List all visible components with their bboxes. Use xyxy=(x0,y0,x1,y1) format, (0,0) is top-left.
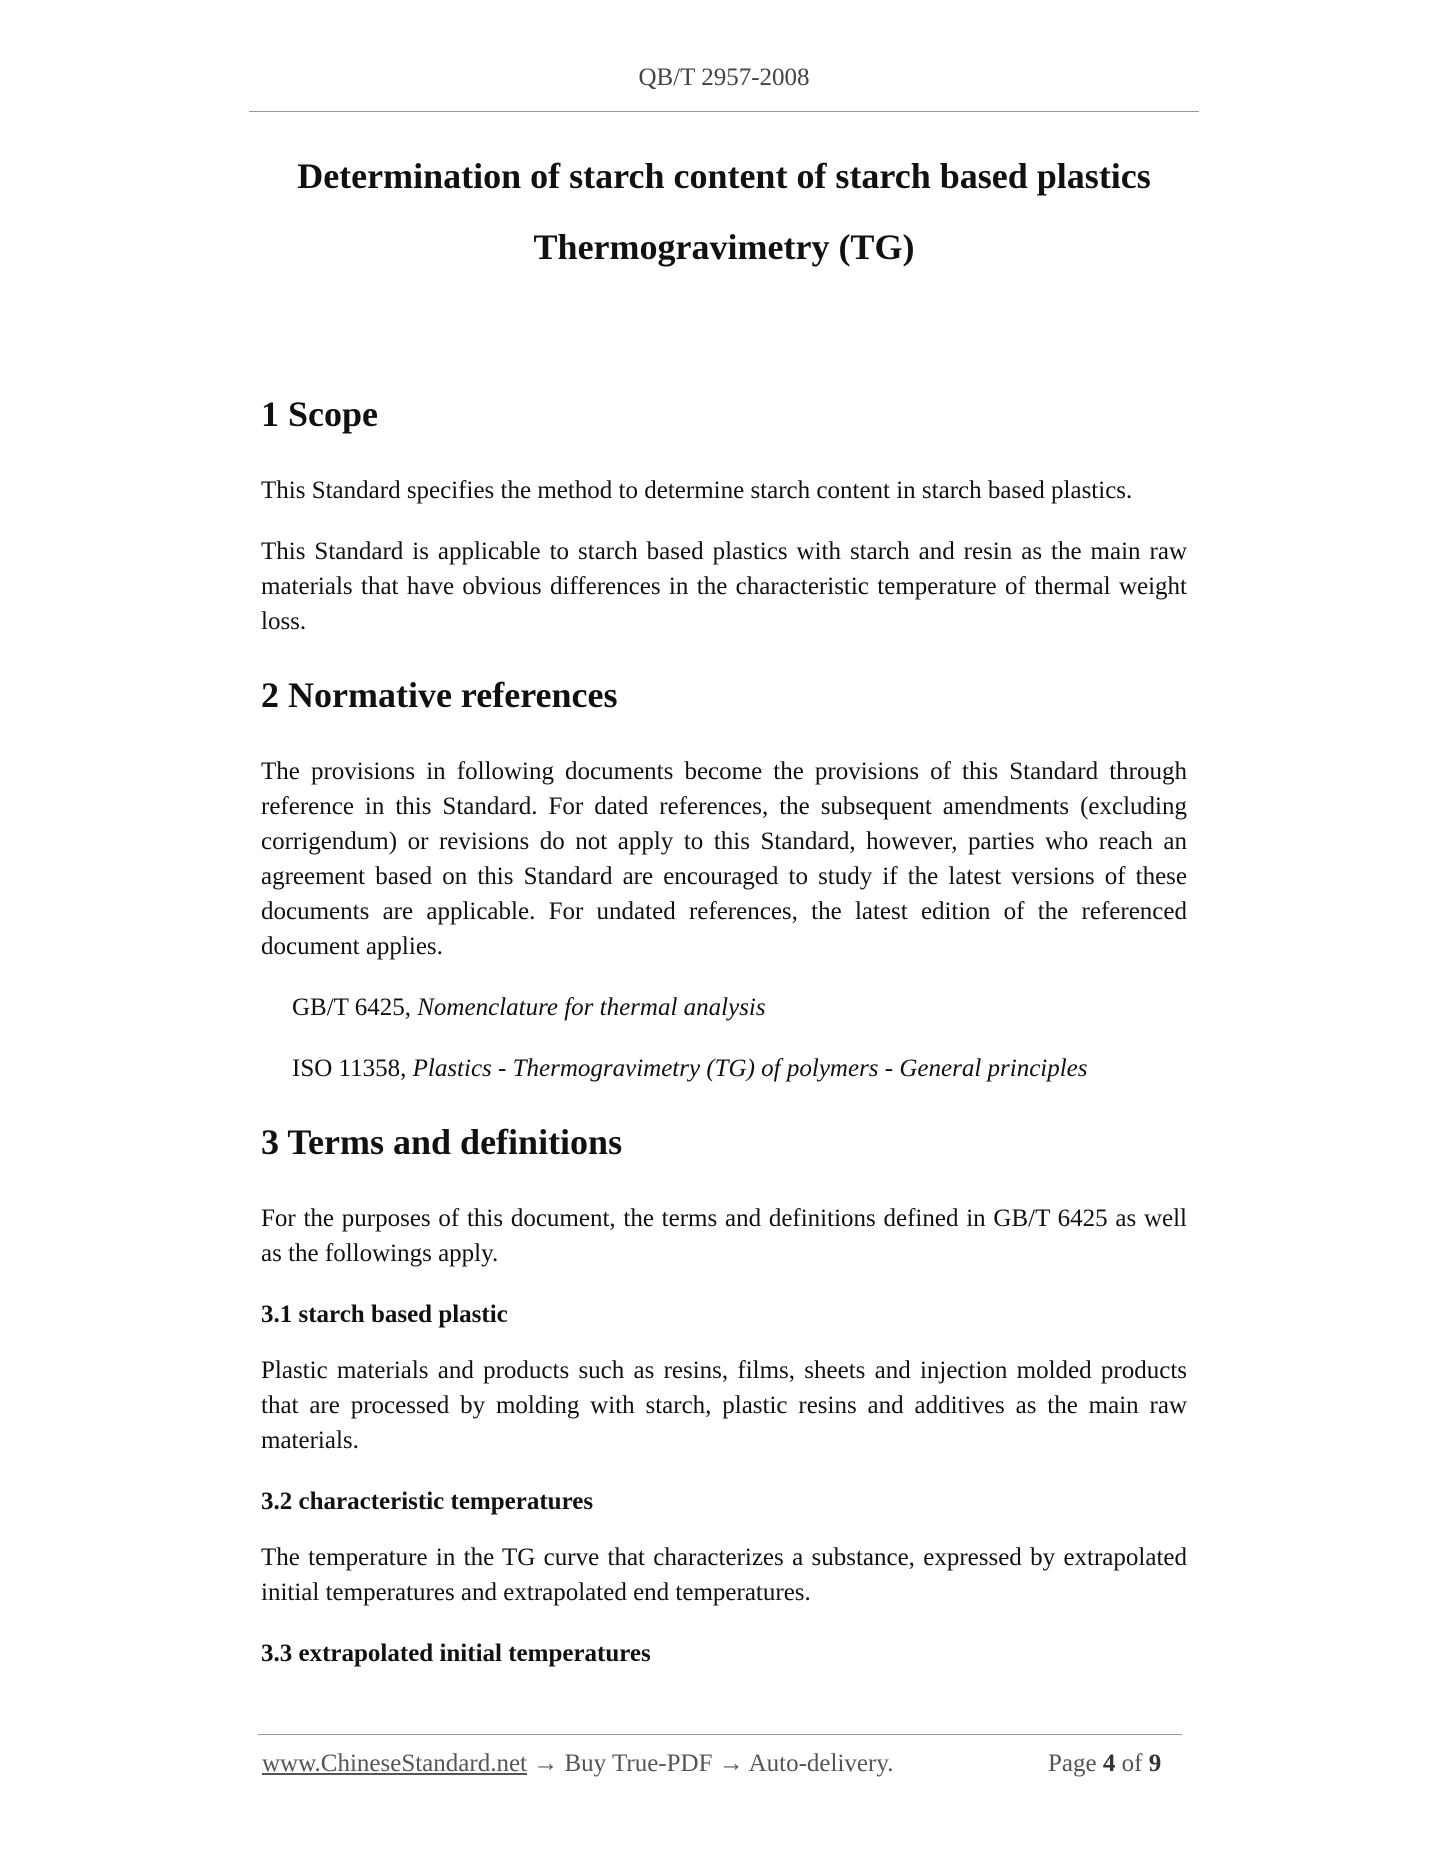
term-heading: 3.2 characteristic temperatures xyxy=(261,1488,594,1515)
term-heading: 3.3 extrapolated initial temperatures xyxy=(261,1640,651,1667)
reference-item xyxy=(292,990,1187,1025)
footer-divider xyxy=(258,1734,1182,1735)
header-divider xyxy=(249,111,1199,112)
scope-paragraph-2: This Standard is applicable to starch based plastics with starch and resin as the main raw materials that have obvious differences in the characteristic temperature of thermal weight loss. xyxy=(261,538,1187,635)
section-heading-scope: 1 Scope xyxy=(261,394,378,434)
reference-code: ISO 11358, xyxy=(292,1055,413,1082)
reference-item xyxy=(292,1051,1187,1086)
document-body xyxy=(261,384,1187,1692)
page-total: 9 xyxy=(1148,1750,1162,1777)
document-title-line2: Thermogravimetry (TG) xyxy=(533,227,915,267)
term-definition: Plastic materials and products such as resins, films, sheets and injection molded products that are processed by molding with starch, plastic resins and additives as the main raw materials. xyxy=(261,1357,1187,1454)
document-code-header: QB/T 2957-2008 xyxy=(638,64,810,91)
footer-site-link[interactable]: www.ChineseStandard.net xyxy=(262,1750,527,1777)
terms-paragraph: For the purposes of this document, the terms and definitions defined in GB/T 6425 as well as the followings apply. xyxy=(261,1205,1187,1267)
reference-title: Plastics - Thermogravimetry (TG) of polymers - General principles xyxy=(412,1055,1088,1082)
arrow-right-icon: → xyxy=(527,1750,565,1777)
section-heading-normative-references: 2 Normative references xyxy=(261,675,618,715)
term-heading: 3.1 starch based plastic xyxy=(261,1301,508,1328)
page-label: Page xyxy=(1048,1750,1103,1777)
footer-buy-text: Buy True-PDF xyxy=(564,1750,713,1777)
arrow-right-icon: → xyxy=(712,1750,749,1777)
reference-title: Nomenclature for thermal analysis xyxy=(417,994,766,1021)
reference-code: GB/T 6425, xyxy=(292,994,418,1021)
scope-paragraph-1: This Standard specifies the method to determine starch content in starch based plastics. xyxy=(261,477,1133,504)
term-definition: The temperature in the TG curve that characterizes a substance, expressed by extrapolated initial temperatures and extrapolated end temperatures. xyxy=(261,1544,1187,1606)
document-title-line1: Determination of starch content of starch based plastics xyxy=(297,156,1151,196)
footer-delivery-text: Auto-delivery. xyxy=(748,1750,894,1777)
page-number xyxy=(1048,1750,1161,1778)
page-of-label: of xyxy=(1115,1750,1149,1777)
footer-promo xyxy=(262,1750,893,1778)
page-current: 4 xyxy=(1102,1750,1116,1777)
section-heading-terms-definitions: 3 Terms and definitions xyxy=(261,1122,623,1162)
normative-paragraph: The provisions in following documents become the provisions of this Standard through reference in this Standard. For dated references, the subsequent amendments (excluding corrigendum) or revisions do not apply to this Standard, however, parties who reach an agreement based on this Standard are encouraged to study if the latest versions of these documents are applicable. For undated references, the latest edition of the referenced document applies. xyxy=(261,758,1187,960)
